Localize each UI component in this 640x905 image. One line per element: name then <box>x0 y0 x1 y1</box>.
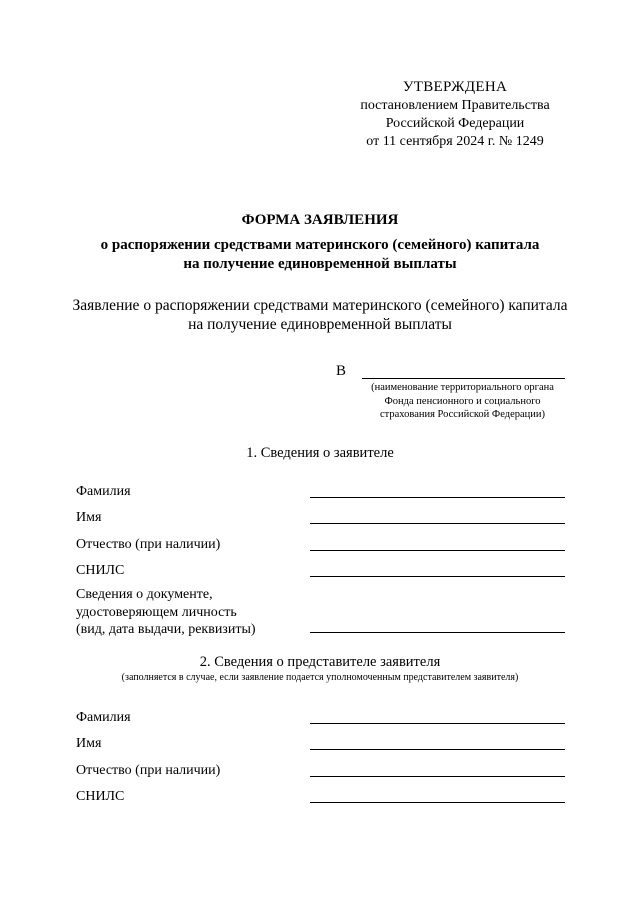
s2-patronymic-label: Отчество (при наличии) <box>76 763 221 778</box>
approval-line-2: Российской Федерации <box>385 116 525 131</box>
s1-id-document-label <box>76 586 256 639</box>
addressee-caption <box>355 381 570 422</box>
s1-name-label: Имя <box>76 510 102 525</box>
application-title-line-2: на получение единовременной выплаты <box>188 316 452 333</box>
addressee-input-line[interactable] <box>362 378 565 379</box>
approval-stamp-block <box>340 78 570 151</box>
s1-id-document-label-line-2: удостоверяющем личность <box>76 604 237 620</box>
s1-name-line[interactable] <box>310 523 565 524</box>
application-title-line-1: Заявление о распоряжении средствами материнского (семейного) капитала <box>72 297 568 314</box>
s1-id-document-line[interactable] <box>310 632 565 633</box>
s1-id-document-label-line-3: (вид, дата выдачи, реквизиты) <box>76 622 256 637</box>
s1-id-document-label-line-1: Сведения о документе, <box>76 587 213 602</box>
s2-surname-label: Фамилия <box>76 710 131 725</box>
form-title: ФОРМА ЗАЯВЛЕНИЯ <box>241 212 399 228</box>
s2-name-label: Имя <box>76 736 102 751</box>
section-1-title: 1. Сведения о заявителе <box>246 445 394 461</box>
s2-snils-label: СНИЛС <box>76 789 125 804</box>
s2-snils-line[interactable] <box>310 802 565 803</box>
addressee-caption-line-2: Фонда пенсионного и социального <box>384 395 541 407</box>
addressee-caption-line-1: (наименование территориального органа <box>371 382 554 393</box>
s2-surname-line[interactable] <box>310 723 565 724</box>
s1-surname-label: Фамилия <box>76 484 131 499</box>
s1-patronymic-label: Отчество (при наличии) <box>76 537 221 552</box>
section-2-title: 2. Сведения о представителе заявителя <box>199 654 441 670</box>
application-title <box>50 296 590 334</box>
s2-patronymic-line[interactable] <box>310 776 565 777</box>
section-2-note: (заполняется в случае, если заявление подается уполномоченным представителем заявителя) <box>121 672 519 683</box>
approval-line-1: постановлением Правительства <box>360 98 550 113</box>
approval-title: УТВЕРЖДЕНА <box>402 79 508 95</box>
s1-snils-label: СНИЛС <box>76 563 125 578</box>
s1-snils-line[interactable] <box>310 576 565 577</box>
form-subtitle <box>60 236 580 274</box>
s1-surname-line[interactable] <box>310 497 565 498</box>
form-subtitle-line-1: о распоряжении средствами материнского (семейного) капитала <box>100 237 540 253</box>
approval-line-3: от 11 сентября 2024 г. № 1249 <box>366 134 544 149</box>
s2-name-line[interactable] <box>310 749 565 750</box>
addressee-caption-line-3: страхования Российской Федерации) <box>379 409 546 420</box>
form-subtitle-line-2: на получение единовременной выплаты <box>183 256 457 272</box>
s1-patronymic-line[interactable] <box>310 550 565 551</box>
addressee-prefix: В <box>336 363 347 379</box>
